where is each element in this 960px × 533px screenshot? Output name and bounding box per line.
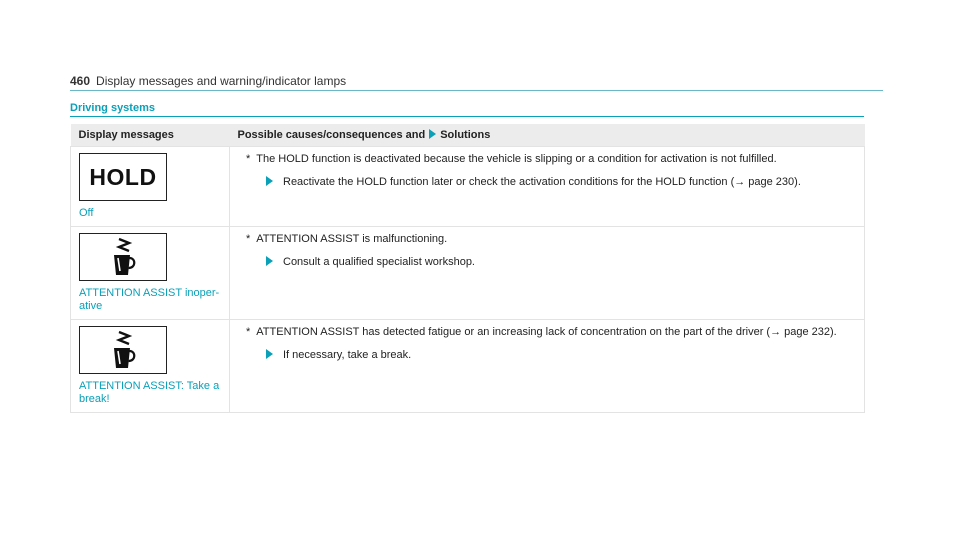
cause-text [246,326,850,339]
cause-text-content: ATTENTION ASSIST is malfunctioning. [256,233,448,245]
cause-text-content: The HOLD function is deactivated because the vehicle is slipping or a condition for activation is not fulfilled. [256,153,777,165]
hold-symbol-text: HOLD [89,163,157,190]
table-row [71,147,865,227]
solution-text: Consult a qualified specialist workshop. [283,256,475,268]
solution-arrow-icon [266,256,273,266]
table-row [71,227,865,320]
optional-equipment-star: * [246,153,251,165]
solution-item [266,176,850,189]
page-header [70,74,346,88]
page-number: 460 [70,74,91,88]
cause-solution-cell [230,147,865,227]
coffee-cup-icon [79,326,167,374]
coffee-cup-icon-graphic [108,237,138,277]
hold-icon [79,153,167,201]
display-messages-table [70,124,865,413]
cause-solution-cell [230,227,865,320]
cause-solution-cell [230,320,865,413]
coffee-cup-icon [79,233,167,281]
table-row [71,320,865,413]
solution-arrow-icon [429,129,436,139]
solution-text: Reactivate the HOLD function later or check the activation conditions for the HOLD function (→ page 230). [283,176,801,188]
message-label: ATTENTION ASSIST: Take a break! [79,380,220,405]
column-header-causes-solutions [230,124,865,147]
cause-text-content: ATTENTION ASSIST has detected fatigue or an increasing lack of concentration on the part of the driver (→ page 232). [256,326,837,338]
column-header-solutions-label: Solutions [440,129,491,141]
section-divider [70,116,864,117]
message-cell [71,320,230,413]
message-cell [71,227,230,320]
page-header-divider [70,90,883,91]
section-title: Driving systems [70,102,155,114]
solution-text: If necessary, take a break. [283,349,412,361]
message-label: ATTENTION ASSIST inoper-ative [79,287,220,312]
coffee-cup-icon-graphic [108,330,138,370]
cause-text [246,233,850,246]
column-header-causes-label: Possible causes/consequences and [237,129,426,141]
solution-arrow-icon [266,349,273,359]
solution-item [266,256,850,269]
page-header-title: Display messages and warning/indicator lamps [96,74,347,88]
column-header-display-messages: Display messages [71,124,230,147]
cause-text [246,153,850,166]
table-header-row [71,124,865,147]
message-label: Off [79,207,94,219]
optional-equipment-star: * [246,326,251,338]
optional-equipment-star: * [246,233,251,245]
message-cell [71,147,230,227]
solution-arrow-icon [266,176,273,186]
solution-item [266,349,850,362]
